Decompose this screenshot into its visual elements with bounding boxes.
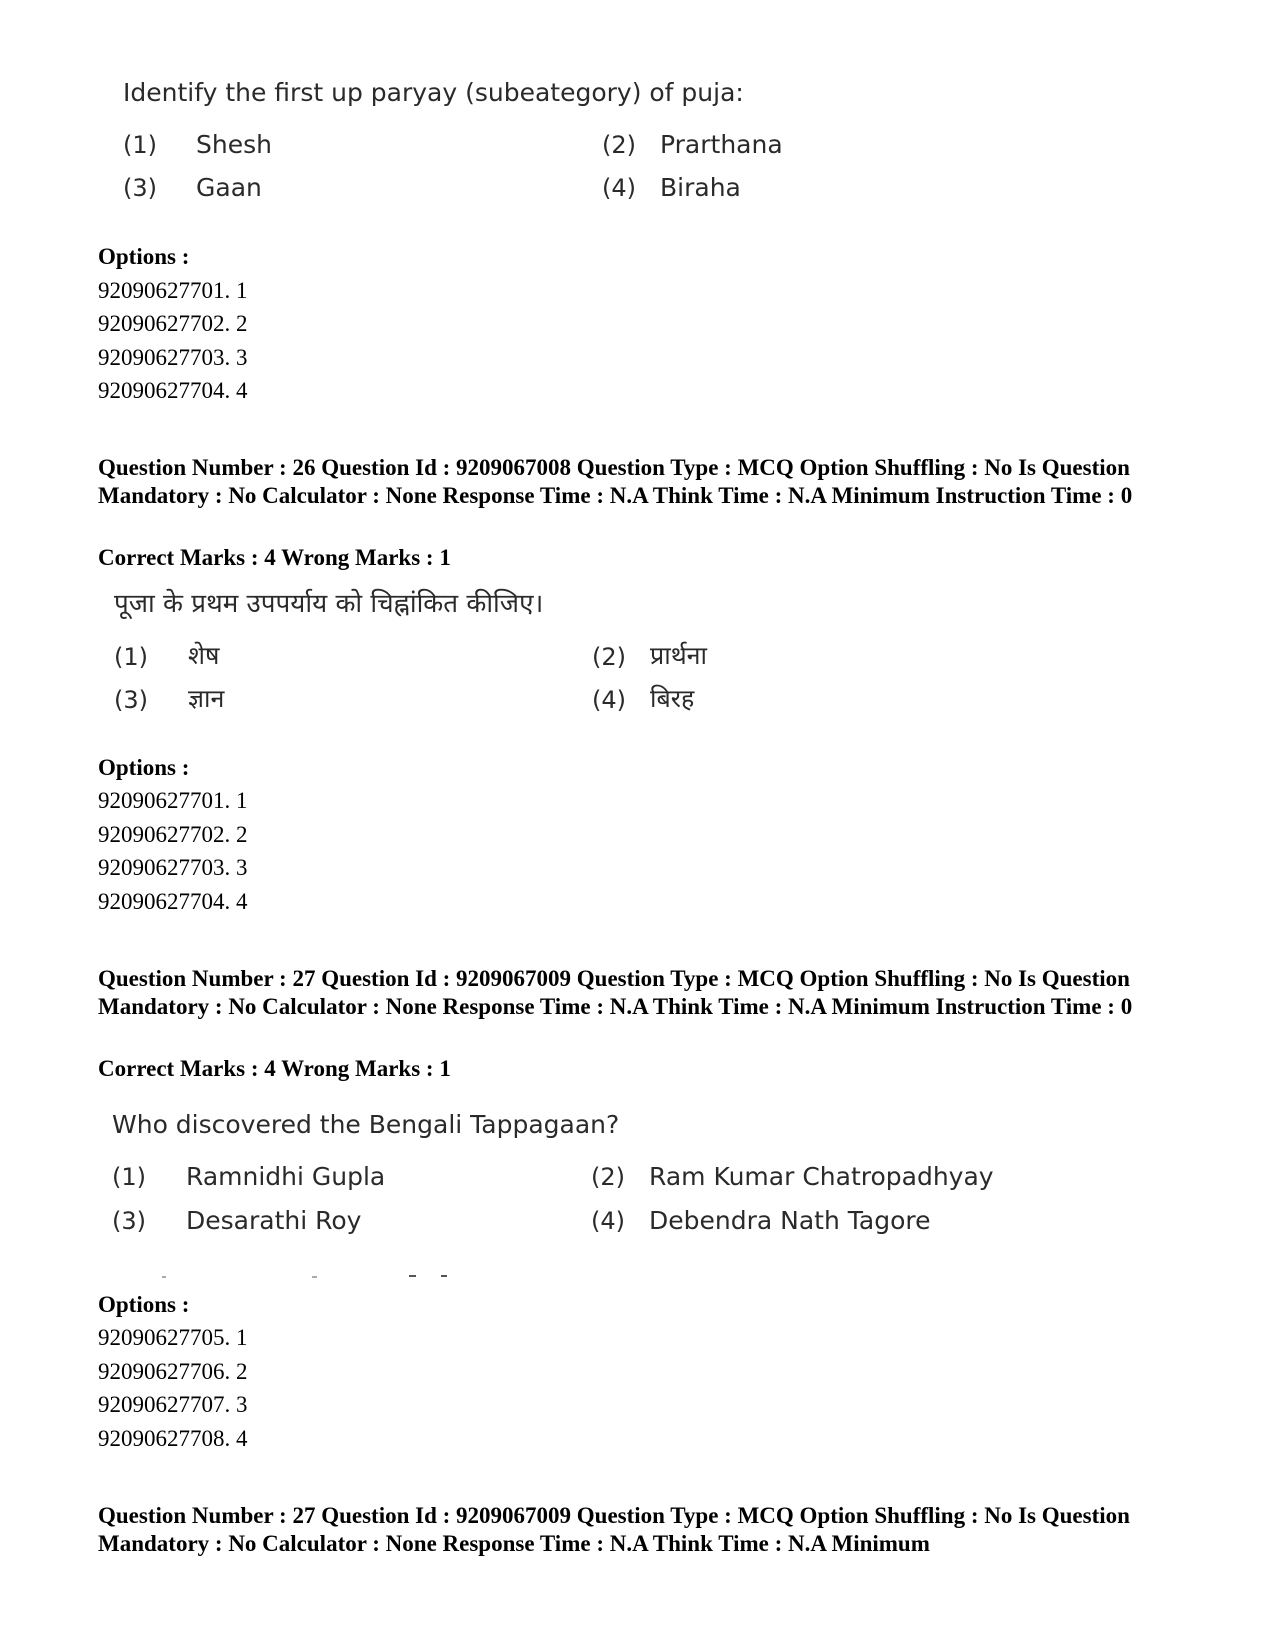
- option-text: Ram Kumar Chatropadhyay: [649, 1162, 994, 1191]
- option-number: (1): [114, 643, 148, 671]
- options-label: Options :: [98, 755, 190, 780]
- option-id: 92090627703. 3: [98, 345, 248, 370]
- option-text: Debendra Nath Tagore: [649, 1206, 931, 1235]
- option-id: 92090627704. 4: [98, 889, 248, 914]
- question-stem: Who discovered the Bengali Tappagaan?: [112, 1110, 620, 1139]
- option-id: 92090627702. 2: [98, 311, 248, 336]
- options-label: Options :: [98, 244, 190, 269]
- question-metadata: Question Number : 27 Question Id : 9209067009 Question Type : MCQ Option Shuffling : No Is Question Mandatory : No Calculator : None Response Time : N.A Think Time : N.A Minimum: [98, 1503, 1130, 1556]
- option-number: (4): [592, 686, 626, 714]
- option-number: (3): [114, 686, 148, 714]
- option-id: 92090627707. 3: [98, 1392, 248, 1417]
- option-text: बिरह: [650, 684, 695, 713]
- scan-artifact: [441, 1275, 447, 1277]
- option-number: (2): [591, 1163, 625, 1191]
- scan-artifact: [409, 1275, 416, 1277]
- option-text: प्रार्थना: [650, 641, 708, 670]
- option-number: (3): [123, 174, 157, 202]
- option-number: (1): [112, 1163, 146, 1191]
- marks-info: Correct Marks : 4 Wrong Marks : 1: [98, 545, 451, 570]
- option-id: 92090627706. 2: [98, 1359, 248, 1384]
- option-number: (2): [602, 131, 636, 159]
- question-metadata: Question Number : 26 Question Id : 9209067008 Question Type : MCQ Option Shuffling : No Is Question Mandatory : No Calculator : None Response Time : N.A Think Time : N.A Minimum Instruction Time : 0: [98, 455, 1133, 508]
- option-id: 92090627705. 1: [98, 1325, 248, 1350]
- option-id: 92090627702. 2: [98, 822, 248, 847]
- marks-info: Correct Marks : 4 Wrong Marks : 1: [98, 1056, 451, 1081]
- option-text: शेष: [188, 641, 220, 670]
- scan-artifact: [162, 1276, 166, 1278]
- option-id: 92090627708. 4: [98, 1426, 248, 1451]
- question-metadata: Question Number : 27 Question Id : 9209067009 Question Type : MCQ Option Shuffling : No Is Question Mandatory : No Calculator : None Response Time : N.A Think Time : N.A Minimum Instruction Time : 0: [98, 966, 1133, 1019]
- question-stem: पूजा के प्रथम उपपर्याय को चिह्नांकित कीजिए।: [114, 589, 544, 619]
- option-text: Prarthana: [660, 130, 783, 159]
- option-text: Biraha: [660, 173, 741, 202]
- question-stem: Identify the first up paryay (subeategory) of puja:: [123, 78, 744, 107]
- option-text: Gaan: [196, 173, 262, 202]
- option-id: 92090627703. 3: [98, 855, 248, 880]
- option-number: (4): [602, 174, 636, 202]
- option-number: (2): [592, 643, 626, 671]
- option-id: 92090627701. 1: [98, 278, 248, 303]
- option-number: (1): [123, 131, 157, 159]
- option-text: Ramnidhi Gupla: [186, 1162, 386, 1191]
- option-number: (4): [591, 1207, 625, 1235]
- scan-artifact: [312, 1276, 317, 1278]
- options-label: Options :: [98, 1292, 190, 1317]
- option-id: 92090627701. 1: [98, 788, 248, 813]
- option-text: ज्ञान: [188, 684, 225, 713]
- option-text: Shesh: [196, 130, 272, 159]
- option-number: (3): [112, 1207, 146, 1235]
- option-id: 92090627704. 4: [98, 378, 248, 403]
- option-text: Desarathi Roy: [186, 1206, 362, 1235]
